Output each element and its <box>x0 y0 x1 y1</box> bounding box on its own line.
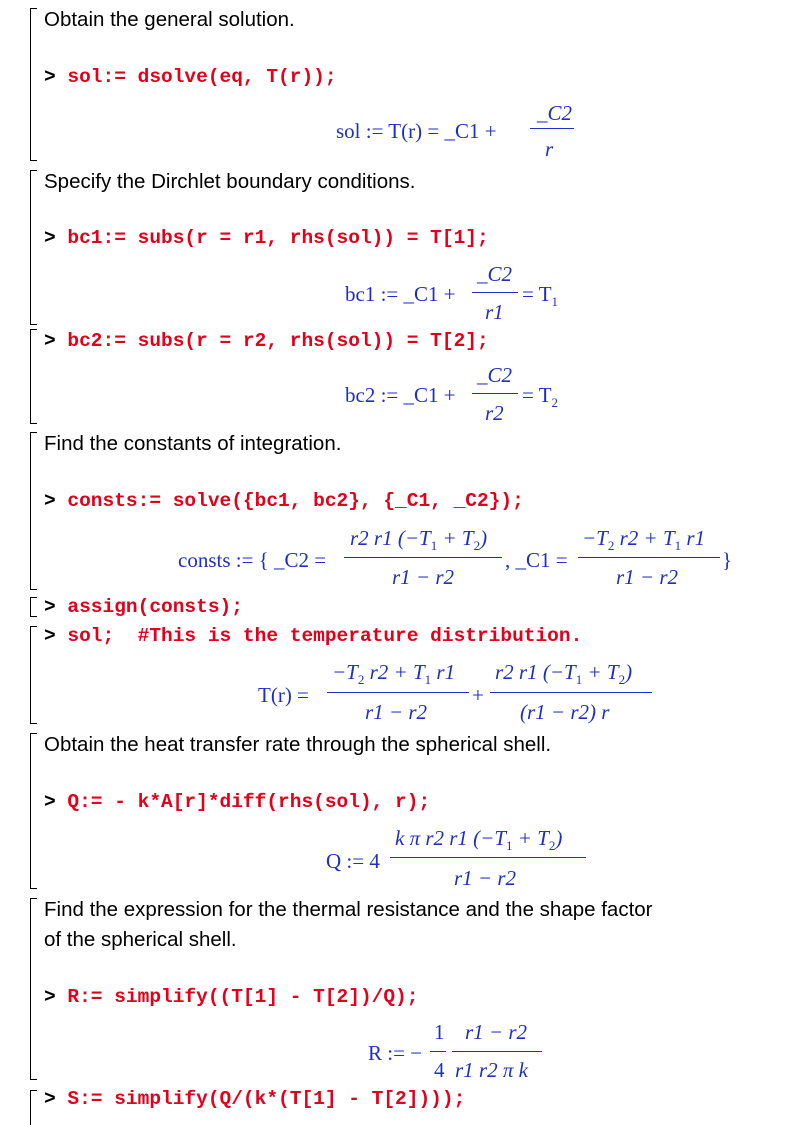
input-line[interactable] <box>44 1087 465 1111</box>
fraction-numerator: k π r2 r1 $(-T_1 + T_2)$ <box>395 826 563 853</box>
prompt-symbol: > <box>44 330 56 352</box>
section-bracket <box>30 1090 31 1125</box>
fraction-denominator: r1 − r2 <box>616 565 679 589</box>
fraction-numerator: r2 r1 $(-T_1 + T_2)$ <box>495 660 633 687</box>
prompt-symbol: > <box>44 791 56 813</box>
fraction-denominator: r1 r2 π k <box>455 1058 528 1082</box>
output-math: R := − <box>368 1041 423 1065</box>
fraction-bar <box>578 557 720 558</box>
output-rhs: = $T_2$ <box>522 383 559 410</box>
fraction-bar <box>327 692 469 693</box>
command-text[interactable]: assign(consts); <box>67 596 243 618</box>
prompt-symbol: > <box>44 227 56 249</box>
output-math: , _C1 = <box>505 548 568 572</box>
input-line[interactable] <box>44 65 337 89</box>
section-text: of the spherical shell. <box>44 928 237 951</box>
fraction-denominator: r1 − r2 <box>365 700 428 724</box>
output-math: T(r) = <box>258 683 309 707</box>
section-bracket <box>30 597 31 617</box>
output-math: + <box>472 683 484 707</box>
fraction-numerator: 1 <box>434 1020 445 1044</box>
input-line[interactable] <box>44 624 582 648</box>
fraction-bar <box>472 292 518 293</box>
fraction-bar <box>344 557 502 558</box>
section-bracket <box>30 898 31 1080</box>
command-text[interactable]: sol:= dsolve(eq, T(r)); <box>67 66 337 88</box>
section-text: Find the expression for the thermal resistance and the shape factor <box>44 898 653 921</box>
fraction-bar <box>530 128 574 129</box>
input-line[interactable] <box>44 790 430 814</box>
prompt-symbol: > <box>44 596 56 618</box>
command-text[interactable]: sol; #This is the temperature distribution. <box>67 625 583 647</box>
input-line[interactable] <box>44 329 489 353</box>
command-text[interactable]: Q:= - k*A[r]*diff(rhs(sol), r); <box>67 791 431 813</box>
fraction-bar <box>472 393 518 394</box>
output-math: consts := { _C2 = <box>178 548 327 572</box>
fraction-bar <box>390 857 586 858</box>
output-math: Q := 4 <box>326 849 380 873</box>
fraction-denominator: (r1 − r2) r <box>520 700 610 724</box>
fraction-numerator: r1 − r2 <box>465 1020 528 1044</box>
section-text: Specify the Dirchlet boundary conditions. <box>44 170 416 193</box>
output-math: } <box>722 548 733 572</box>
prompt-symbol: > <box>44 66 56 88</box>
input-line[interactable] <box>44 985 418 1009</box>
command-text[interactable]: consts:= solve({bc1, bc2}, {_C1, _C2}); <box>67 490 524 512</box>
fraction-numerator: _C2 <box>537 101 573 125</box>
section-bracket <box>30 8 31 161</box>
section-bracket <box>30 733 31 889</box>
section-bracket <box>30 170 31 325</box>
fraction-denominator: r <box>545 137 554 161</box>
fraction-numerator: $-T_2$ $r2 + T_1$ r1 <box>332 660 456 687</box>
input-line[interactable] <box>44 595 243 619</box>
section-text: Find the constants of integration. <box>44 432 342 455</box>
fraction-bar <box>490 692 652 693</box>
fraction-denominator: 4 <box>434 1058 445 1082</box>
command-text[interactable]: R:= simplify((T[1] - T[2])/Q); <box>67 986 419 1008</box>
prompt-symbol: > <box>44 986 56 1008</box>
fraction-numerator: _C2 <box>477 262 513 286</box>
input-line[interactable] <box>44 226 489 250</box>
fraction-numerator: r2 r1 $(-T_1 + T_2)$ <box>350 526 488 553</box>
section-bracket <box>30 432 31 590</box>
fraction-numerator: $-T_2$ $r2 + T_1$ r1 <box>582 526 706 553</box>
output-math: sol := T(r) = _C1 + <box>336 119 497 143</box>
section-text: Obtain the general solution. <box>44 8 295 31</box>
fraction-denominator: r1 − r2 <box>454 866 517 890</box>
output-rhs: = $T_1$ <box>522 282 559 309</box>
command-text[interactable]: bc2:= subs(r = r2, rhs(sol)) = T[2]; <box>67 330 489 352</box>
command-text[interactable]: S:= simplify(Q/(k*(T[1] - T[2]))); <box>67 1088 466 1110</box>
output-math: bc1 := _C1 + <box>345 282 456 306</box>
input-line[interactable] <box>44 489 524 513</box>
fraction-bar <box>452 1051 542 1052</box>
output-math: bc2 := _C1 + <box>345 383 456 407</box>
command-text[interactable]: bc1:= subs(r = r1, rhs(sol)) = T[1]; <box>67 227 489 249</box>
prompt-symbol: > <box>44 625 56 647</box>
section-bracket <box>30 626 31 724</box>
prompt-symbol: > <box>44 1088 56 1110</box>
fraction-denominator: r1 <box>485 300 504 324</box>
fraction-denominator: r2 <box>485 401 504 425</box>
fraction-bar <box>430 1051 446 1052</box>
fraction-denominator: r1 − r2 <box>392 565 455 589</box>
prompt-symbol: > <box>44 490 56 512</box>
fraction-numerator: _C2 <box>477 363 513 387</box>
section-bracket <box>30 329 31 424</box>
section-text: Obtain the heat transfer rate through the spherical shell. <box>44 733 552 756</box>
